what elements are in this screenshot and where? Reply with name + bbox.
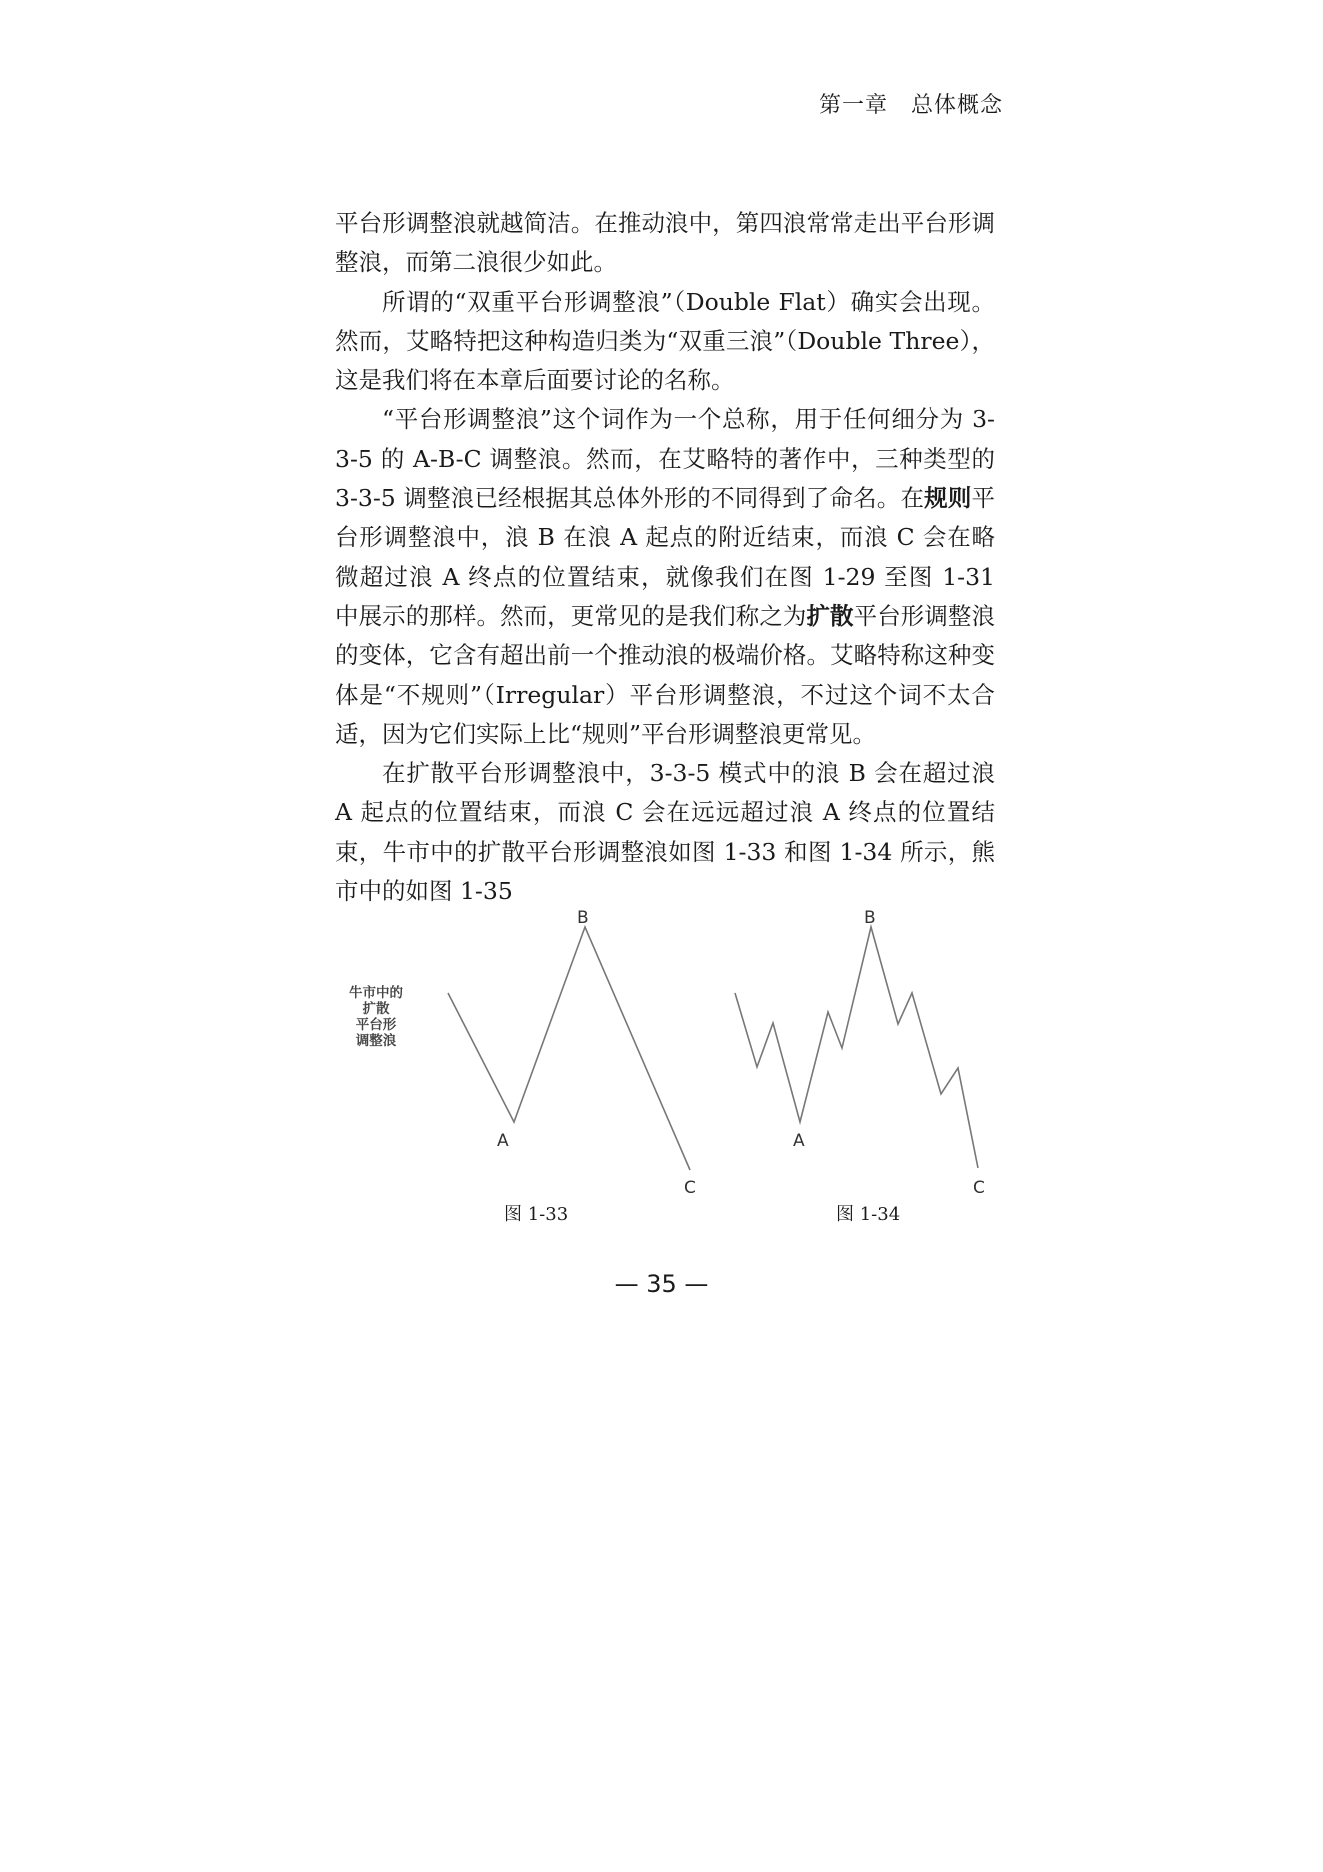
paragraph-2: 所谓的“双重平台形调整浪”（Double Flat）确实会出现。然而，艾略特把这种构造归类为“双重三浪”（Double Three），这是我们将在本章后面要讨论的名称。 [335,287,995,395]
keyword-regular: 规则 [924,484,972,513]
figure-1-34 [718,900,1008,1220]
keyword-expanded: 扩散 [806,601,854,630]
wave-label-c: C [973,1178,985,1198]
paragraph-3-part-3: 平台形调整浪的变体，它含有超出前一个推动浪的极端价格。艾略特称这种变体是“不规则”（Irregular）平台形调整浪，不过这个词不太合适，因为它们实际上比“规则”平台形调整浪更常见。 [335,601,996,748]
body-text [335,204,995,911]
wave-label-a: A [793,1131,805,1151]
paragraph-4: 在扩散平台形调整浪中，3-3-5 模式中的浪 B 会在超过浪 A 起点的位置结束，而浪 C 会在远远超过浪 A 终点的位置结束，牛市中的扩散平台形调整浪如图 1-33 和图 1-34 所示，熊市中的如图 1-35 [335,759,995,906]
wave-label-b: B [577,908,589,928]
side-label-line: 平台形 [355,1017,397,1033]
side-label-line: 调整浪 [355,1033,397,1049]
side-label-line: 牛市中的 [349,985,403,1001]
wave-line [448,927,690,1170]
paragraph-3-part-2: 平台形调整浪中，浪 B 在浪 A 起点的附近结束，而浪 C 会在略微超过浪 A 终点的位置结束，就像我们在图 1-29 至图 1-31 中展示的那样。然而，更常见的是我们称之为 [335,484,995,630]
paragraph-3-part-1: “平台形调整浪”这个词作为一个总称，用于任何细分为 3-3-5 的 A-B-C 调整浪。然而，在艾略特的著作中，三种类型的 3-3-5 调整浪已经根据其总体外形的不同得到了命名。在 [335,405,995,513]
paragraph-3 [335,400,995,754]
chapter-header: 第一章 总体概念 [818,93,1003,118]
side-label-line: 扩散 [362,1001,390,1017]
figure-caption-1-33: 图 1-33 [504,1204,569,1225]
wave-label-a: A [497,1131,509,1151]
figure-1-33 [335,900,715,1220]
paragraph-1: 平台形调整浪就越简洁。在推动浪中，第四浪常常走出平台形调整浪，而第二浪很少如此。 [335,209,995,277]
wave-label-b: B [864,908,876,928]
figure-caption-1-34: 图 1-34 [836,1204,901,1225]
page-number: — 35 — [614,1270,709,1298]
wave-label-c: C [684,1178,696,1198]
wave-line [735,927,978,1168]
